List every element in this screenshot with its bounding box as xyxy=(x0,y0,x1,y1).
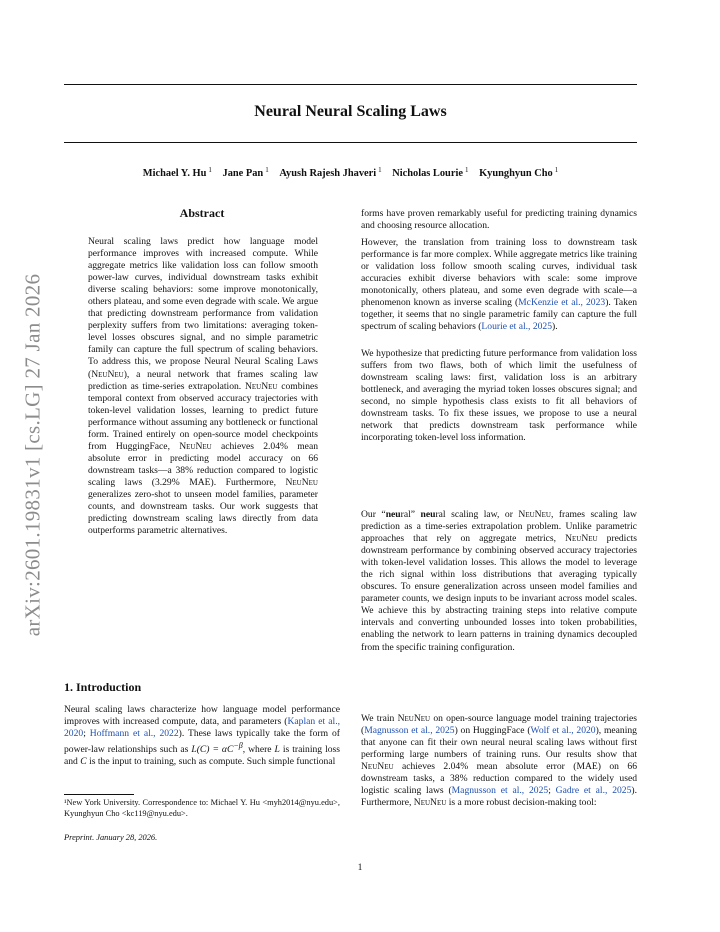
author: Jane Pan $^1$ xyxy=(222,166,269,180)
introduction-paragraph: Neural scaling laws characterize how language model performance improves with increased compute, data, and parameters (Kaplan et al., 2020; Hoffmann et al., 2022). These laws typically take the form of power-law relationships such as $L(C) = \alpha C^{-\beta}$, where L is training loss and C is the input to training, such as compute. Such simple functional xyxy=(64,704,340,768)
section-heading-introduction: 1. Introduction xyxy=(64,680,142,694)
title-bottom-rule xyxy=(64,142,637,143)
author: Nicholas Lourie $^1$ xyxy=(392,166,469,180)
citation-link[interactable]: Lourie et al., 2025 xyxy=(481,321,553,333)
page-number: 1 xyxy=(357,862,363,873)
author-list xyxy=(64,166,637,179)
author: Ayush Rajesh Jhaveri $^1$ xyxy=(279,166,382,180)
right-column-paragraph: However, the translation from training loss to downstream task performance is far more complex. While aggregate metrics like training or validation loss follow smooth scaling curves, individual task accuracies exhibit diverse behaviors with scale: some improve monotonically, others plateau, and some even degrade with scale—a phenomenon known as inverse scaling (McKenzie et al., 2023). Taken together, it seems that no single parametric family can capture the full spectrum of scaling behaviors (Lourie et al., 2025). xyxy=(361,237,638,333)
citation-link[interactable]: Hoffmann et al., 2022 xyxy=(89,728,179,740)
citation-link[interactable]: Magnusson et al., 2025 xyxy=(451,785,549,797)
author: Kyunghyun Cho $^1$ xyxy=(479,166,559,180)
author: Michael Y. Hu $^1$ xyxy=(142,166,212,180)
footnote-rule xyxy=(64,794,134,795)
right-column-paragraph: forms have proven remarkably useful for predicting training dynamics and choosing resource allocation. xyxy=(361,208,637,232)
preprint-notice: Preprint. January 28, 2026. xyxy=(64,833,158,842)
abstract-body: Neural scaling laws predict how language model performance improves with increased compute. While aggregate metrics like validation loss can follow smooth power-law curves, individual downstream tasks exhibit diverse scaling behaviors: some improve monotonically, others plateau, and some even degrade with scale. We argue that predicting downstream performance from validation perplexity suffers from two limitations: averaging token-level losses obscures signal, and no simple parametric family can capture the full spectrum of scaling behaviors. To address this, we propose Neural Neural Scaling Laws (NeuNeu), a neural network that frames scaling law prediction as time-series extrapolation. NeuNeu combines temporal context from observed accuracy trajectories with token-level validation losses, learning to predict future performance without assuming any bottleneck or functional form. Trained entirely on open-source model checkpoints from HuggingFace, NeuNeu achieves 2.04% mean absolute error in predicting model accuracy on 66 downstream tasks—a 38% reduction compared to logistic scaling laws (3.29% MAE). Furthermore, NeuNeu generalizes zero-shot to unseen model families, parameter counts, and downstream tasks. Our work suggests that predicting downstream scaling laws directly from data outperforms parametric alternatives. xyxy=(88,236,318,537)
abstract-heading: Abstract xyxy=(179,206,225,220)
citation-link[interactable]: Magnusson et al., 2025 xyxy=(364,725,455,737)
citation-link[interactable]: McKenzie et al., 2023 xyxy=(518,297,606,309)
arxiv-identifier-stamp[interactable]: arXiv:2601.19831v1 [cs.LG] 27 Jan 2026 xyxy=(20,273,45,637)
right-column-paragraph: Our “neural” neural scaling law, or NeuNeu, frames scaling law prediction as a time-series extrapolation problem. Unlike parametric approaches that rely on aggregate metrics, NeuNeu predicts downstream performance by combining observed accuracy trajectories with token-level validation losses. This allows the model to leverage the rich signal within loss distributions that averaging typically obscures. To ensure generalization across unseen model families and parameter counts, we design inputs to be invariant across model scales. We achieve this by abstracting training steps into relative compute intervals and converting unbounded losses into token probabilities, enabling the network to learn patterns in training dynamics decoupled from the specific training configuration. xyxy=(361,509,637,653)
citation-link[interactable]: Gadre et al., 2025 xyxy=(555,785,632,797)
affiliation-footnote: ¹New York University. Correspondence to: Michael Y. Hu <myh2014@nyu.edu>, Kyunghyun Cho <kc119@nyu.edu>. xyxy=(64,798,340,818)
paper-title: Neural Neural Scaling Laws xyxy=(254,103,447,120)
citation-link[interactable]: Kaplan et al., 2020 xyxy=(64,716,340,740)
title-top-rule xyxy=(64,84,637,85)
citation-link[interactable]: Wolf et al., 2020 xyxy=(530,725,596,737)
right-column-paragraph: We train NeuNeu on open-source language model training trajectories (Magnusson et al., 2025) on HuggingFace (Wolf et al., 2020), meaning that anyone can fit their own neural neural scaling laws without first performing large numbers of training runs. Our results show that NeuNeu achieves 2.04% mean absolute error (MAE) on 66 downstream tasks, a 38% reduction compared to the widely used logistic scaling laws (Magnusson et al., 2025; Gadre et al., 2025). Furthermore, NeuNeu is a more robust decision-making tool: xyxy=(361,713,637,809)
right-column-paragraph: We hypothesize that predicting future performance from validation loss suffers from two flaws, both of which limit the usefulness of downstream scaling laws: first, validation loss is an arbitrary bottleneck, and averaging the myriad token losses obscures signal; and second, no simple hypothesis class exists to fit all behaviors of downstream tasks. To fix these issues, we propose to use a neural network that predicts downstream task performance while incorporating token-level loss information. xyxy=(361,348,637,444)
